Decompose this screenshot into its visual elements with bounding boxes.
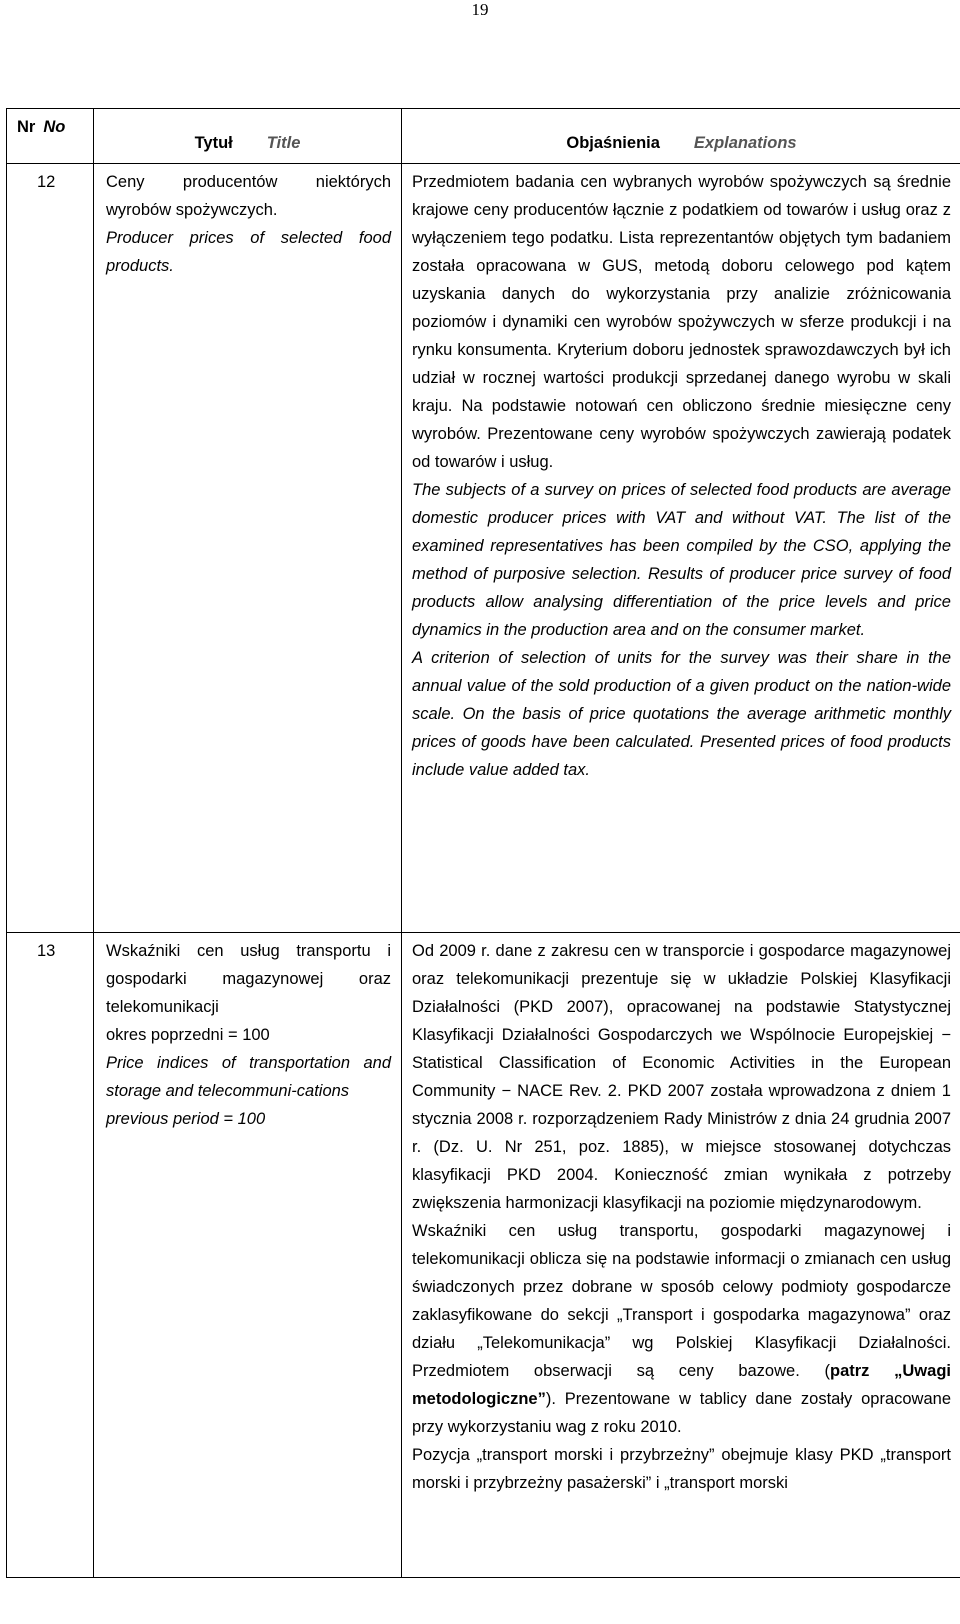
row-number: 13	[7, 933, 94, 1578]
header-title-en: Title	[266, 134, 301, 152]
explanation-pkd: Od 2009 r. dane z zakresu cen w transporcie i gospodarce magazynowej oraz telekomunikacji prezentuje się w układzie Polskiej Klasyfikacji Działalności (PKD 2007), opracowanej na podstawie Statystycznej Klasyfikacji Działalności Gospodarczych we Wspólnocie Europejskiej − Statistical Classification of Economic Activities in the European Community − NACE Rev. 2. PKD 2007 została wprowadzona z dniem 1 stycznia 2008 r. rozporządzeniem Rady Ministrów z dnia 24 grudnia 2007 r. (Dz. U. Nr 251, poz. 1885), w miejsce stosowanej dotychczas klasyfikacji PKD 2004. Konieczność zmian wynikała z potrzeby zwiększenia harmonizacji klasyfikacji na poziomie międzynarodowym.	[412, 942, 951, 1212]
explanation-en-1: The subjects of a survey on prices of selected food products are average domestic producer prices with VAT and without VAT. The list of the examined representatives has been compiled by the CSO, applying the method of purposive selection. Results of producer price survey of food products allow analysing differentiation of the price levels and price dynamics in the production area and on the consumer market.	[412, 481, 951, 639]
header-nr-pl: Nr	[17, 118, 36, 136]
row-title-en: Price indices of transportation and storage and telecommuni-cations	[106, 1054, 391, 1100]
table-row	[7, 933, 960, 1578]
row-title	[94, 933, 402, 1578]
row-number: 12	[7, 164, 94, 933]
header-number	[7, 109, 94, 164]
explanation-sea-transport: Pozycja „transport morski i przybrzeżny” obejmuje klasy PKD „transport morski i przybrzeżny pasażerski” i „transport morski	[412, 1446, 951, 1492]
row-title-pl: Wskaźniki cen usług transportu i gospodarki magazynowej oraz telekomunikacji	[106, 942, 391, 1016]
explanation-method: Wskaźniki cen usług transportu, gospodarki magazynowej i telekomunikacji oblicza się na podstawie informacji o zmianach cen usług świadczonych przez dobrane w sposób celowy podmioty gospodarcze zaklasyfikowane do sekcji „Transport i gospodarka magazynowa” oraz działu „Telekomunikacja” wg Polskiej Klasyfikacji Działalności. Przedmiotem obserwacji są ceny bazowe. (patrz „Uwagi metodologiczne”). Prezentowane w tablicy dane zostały opracowane przy wykorzystaniu wag z roku 2010.	[412, 1222, 951, 1436]
row-title-en-base: previous period = 100	[106, 1110, 266, 1128]
header-nr-en: No	[43, 118, 66, 136]
table-header-row	[7, 109, 960, 164]
methodology-reference: patrz „Uwagi metodologiczne”	[412, 1362, 951, 1408]
row-title-pl-base: okres poprzedni = 100	[106, 1026, 270, 1044]
header-explanations	[402, 109, 960, 164]
header-expl-pl: Objaśnienia	[566, 134, 660, 152]
explanation-en-2: A criterion of selection of units for the survey was their share in the annual value of the sold production of a given product on the nation-wide scale. On the basis of price quotations the average arithmetic monthly prices of goods have been calculated. Presented prices of food products include value added tax.	[412, 649, 951, 779]
header-expl-en: Explanations	[693, 134, 797, 152]
row-explanation	[402, 164, 960, 933]
row-title-pl: Ceny producentów niektórych wyrobów spożywczych.	[106, 173, 391, 219]
explanation-pl: Przedmiotem badania cen wybranych wyrobów spożywczych są średnie krajowe ceny producentów łącznie z podatkiem od towarów i usług oraz z wyłączeniem tego podatku. Lista reprezentantów objętych tym badaniem została opracowana w GUS, metodą doboru celowego pod kątem uzyskania danych do wykorzystania przy analizie zróżnicowania poziomów i dynamiki cen wyrobów spożywczych w sferze produkcji i na rynku konsumenta. Kryterium doboru jednostek sprawozdawczych był ich udział w rocznej wartości produkcji sprzedanej danego wyrobu w skali kraju. Na podstawie notowań cen obliczono średnie miesięczne ceny wyrobów. Prezentowane ceny wyrobów spożywczych zawierają podatek od towarów i usług.	[412, 173, 951, 471]
row-title	[94, 164, 402, 933]
header-title	[94, 109, 402, 164]
explanations-table	[6, 108, 960, 1578]
header-title-pl: Tytuł	[194, 134, 233, 152]
table-row	[7, 164, 960, 933]
row-title-en: Producer prices of selected food products.	[106, 229, 391, 275]
page-number: 19	[471, 0, 489, 19]
row-explanation	[402, 933, 960, 1578]
